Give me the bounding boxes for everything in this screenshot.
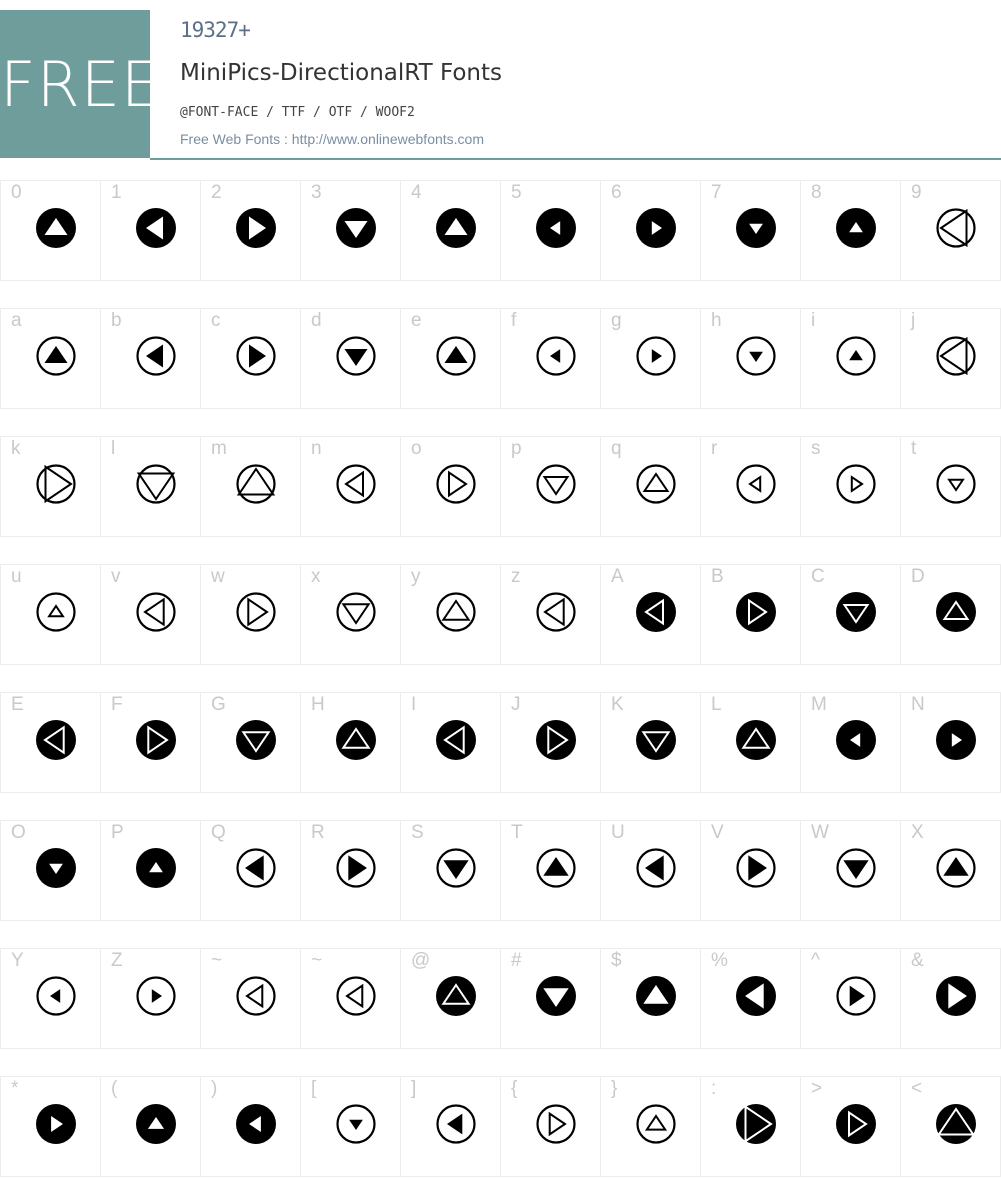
- glyph-char-label: G: [211, 694, 226, 715]
- glyph-char-label: B: [711, 566, 724, 587]
- free-badge-text: FREE: [0, 48, 162, 121]
- ring-left-big-icon: [635, 847, 677, 889]
- disc-outline-up-wide-icon: [735, 719, 777, 761]
- glyph-cell[interactable]: [900, 1076, 1001, 1177]
- font-count: 19327+: [180, 18, 250, 42]
- outline-up-wide-icon: [435, 591, 477, 633]
- ring-up-big-icon: [935, 847, 977, 889]
- glyph-row: [0, 948, 1001, 1049]
- ring-up-small-icon: [835, 335, 877, 377]
- glyph-char-label: A: [611, 566, 624, 587]
- solid-up-icon: [35, 207, 77, 249]
- glyph-cell[interactable]: [400, 948, 500, 1049]
- glyph-char-label: #: [511, 950, 522, 971]
- disc-white-right-big-icon: [935, 975, 977, 1017]
- glyph-char-label: u: [11, 566, 22, 587]
- solid-down-small-icon: [735, 207, 777, 249]
- page-header: [0, 0, 1001, 160]
- glyph-cell[interactable]: [500, 948, 600, 1049]
- glyph-char-label: I: [411, 694, 417, 715]
- solid-left-icon: [135, 207, 177, 249]
- glyph-char-label: p: [511, 438, 522, 459]
- glyph-char-label: {: [511, 1078, 518, 1099]
- glyph-cell[interactable]: [600, 436, 700, 537]
- ring-right-big-icon: [735, 847, 777, 889]
- page-title: MiniPics-DirectionalRT Fonts: [180, 60, 502, 86]
- glyph-cell[interactable]: [900, 308, 1001, 409]
- ring-left-small-icon: [535, 335, 577, 377]
- glyph-cell[interactable]: [100, 308, 200, 409]
- glyph-cell[interactable]: [600, 180, 700, 281]
- site-credit-link[interactable]: Free Web Fonts : http://www.onlinewebfonts.com: [180, 131, 484, 147]
- glyph-cell[interactable]: [300, 436, 400, 537]
- ring-outline-left-narrow-icon: [235, 975, 277, 1017]
- outline-up-large-icon: [235, 463, 277, 505]
- outline-right-small-icon: [835, 463, 877, 505]
- outline-left-narrow-icon: [135, 591, 177, 633]
- glyph-cell[interactable]: [400, 564, 500, 665]
- glyph-char-label: 6: [611, 182, 622, 203]
- ring-left-icon: [135, 335, 177, 377]
- glyph-char-label: S: [411, 822, 424, 843]
- disc-outline-right-narrow-icon: [135, 719, 177, 761]
- outline-left-narrow-icon: [535, 591, 577, 633]
- outline-left-small-icon: [735, 463, 777, 505]
- glyph-row: [0, 820, 1001, 921]
- glyph-char-label: z: [511, 566, 521, 587]
- glyph-char-label: t: [911, 438, 917, 459]
- glyph-cell[interactable]: [300, 948, 400, 1049]
- glyph-cell[interactable]: [300, 564, 400, 665]
- glyph-char-label: [: [311, 1078, 317, 1099]
- glyph-row: [0, 564, 1001, 665]
- glyph-char-label: f: [511, 310, 517, 331]
- glyph-char-label: W: [811, 822, 829, 843]
- glyph-cell[interactable]: [800, 1076, 900, 1177]
- glyph-char-label: X: [911, 822, 924, 843]
- solid-up-icon: [435, 207, 477, 249]
- glyph-cell[interactable]: [100, 564, 200, 665]
- glyph-cell[interactable]: [900, 948, 1001, 1049]
- glyph-char-label: (: [111, 1078, 118, 1099]
- ring-left-small-icon: [35, 975, 77, 1017]
- glyph-char-label: <: [911, 1078, 923, 1099]
- glyph-row: [0, 308, 1001, 409]
- glyph-char-label: m: [211, 438, 227, 459]
- solid-up-small-icon: [835, 207, 877, 249]
- glyph-cell[interactable]: [800, 180, 900, 281]
- solid-right-small-icon: [935, 719, 977, 761]
- glyph-cell[interactable]: [500, 820, 600, 921]
- glyph-char-label: %: [711, 950, 728, 971]
- glyph-row: [0, 180, 1001, 281]
- glyph-cell[interactable]: [500, 436, 600, 537]
- glyph-char-label: v: [111, 566, 121, 587]
- glyph-cell[interactable]: [500, 180, 600, 281]
- glyph-char-label: }: [611, 1078, 618, 1099]
- glyph-cell[interactable]: [900, 564, 1001, 665]
- ring-up-icon: [35, 335, 77, 377]
- solid-right-small-icon: [635, 207, 677, 249]
- disc-outline-right-icon: [835, 1103, 877, 1145]
- ring-right-icon: [235, 335, 277, 377]
- glyph-cell[interactable]: [100, 948, 200, 1049]
- disc-outline-down-wide-icon: [235, 719, 277, 761]
- glyph-cell[interactable]: [200, 180, 300, 281]
- ring-left-big-icon: [235, 847, 277, 889]
- glyph-cell[interactable]: [600, 308, 700, 409]
- glyph-char-label: V: [711, 822, 724, 843]
- glyph-char-label: @: [411, 950, 431, 971]
- disc-outline-up-big-icon: [435, 975, 477, 1017]
- ring-outline-left-narrow-icon: [335, 975, 377, 1017]
- glyph-cell[interactable]: [700, 692, 800, 793]
- glyph-char-label: b: [111, 310, 122, 331]
- glyph-cell[interactable]: [400, 1076, 500, 1177]
- disc-white-left-big-icon: [735, 975, 777, 1017]
- format-list: @FONT-FACE / TTF / OTF / WOOF2: [180, 105, 415, 120]
- disc-white-right-icon: [35, 1103, 77, 1145]
- glyph-char-label: 8: [811, 182, 822, 203]
- glyph-char-label: 4: [411, 182, 422, 203]
- glyph-cell[interactable]: [700, 948, 800, 1049]
- disc-white-up-icon: [135, 1103, 177, 1145]
- glyph-row: [0, 436, 1001, 537]
- glyph-char-label: 3: [311, 182, 322, 203]
- glyph-char-label: 2: [211, 182, 222, 203]
- glyph-char-label: Y: [11, 950, 24, 971]
- glyph-cell[interactable]: [0, 820, 100, 921]
- glyph-cell[interactable]: [400, 308, 500, 409]
- outline-down-small-icon: [935, 463, 977, 505]
- glyph-char-label: *: [11, 1078, 19, 1099]
- glyph-char-label: j: [911, 310, 916, 331]
- ring-right-small-icon: [635, 335, 677, 377]
- glyph-char-label: Q: [211, 822, 226, 843]
- glyph-char-label: g: [611, 310, 622, 331]
- glyph-cell[interactable]: [500, 564, 600, 665]
- glyph-cell[interactable]: [800, 564, 900, 665]
- glyph-char-label: O: [11, 822, 26, 843]
- glyph-char-label: 1: [111, 182, 122, 203]
- glyph-cell[interactable]: [800, 436, 900, 537]
- glyph-cell[interactable]: [200, 692, 300, 793]
- glyph-row: [0, 692, 1001, 793]
- glyph-char-label: c: [211, 310, 221, 331]
- ring-up-big-icon: [535, 847, 577, 889]
- glyph-cell[interactable]: [900, 692, 1001, 793]
- glyph-cell[interactable]: [600, 692, 700, 793]
- glyph-cell[interactable]: [300, 308, 400, 409]
- glyph-char-label: C: [811, 566, 825, 587]
- outline-up-icon: [635, 463, 677, 505]
- disc-outline-up-wide-icon: [335, 719, 377, 761]
- glyph-char-label: q: [611, 438, 622, 459]
- glyph-cell[interactable]: [500, 1076, 600, 1177]
- glyph-cell[interactable]: [700, 564, 800, 665]
- glyph-char-label: h: [711, 310, 722, 331]
- disc-outline-up-large-icon: [935, 1103, 977, 1145]
- glyph-char-label: D: [911, 566, 925, 587]
- glyph-char-label: ~: [211, 950, 223, 971]
- outline-right-narrow-icon: [235, 591, 277, 633]
- glyph-char-label: d: [311, 310, 322, 331]
- glyph-char-label: P: [111, 822, 124, 843]
- glyph-cell[interactable]: [0, 948, 100, 1049]
- ring-right-small-icon: [135, 975, 177, 1017]
- glyph-cell[interactable]: [400, 820, 500, 921]
- ring-outline-up-wide-icon: [635, 1103, 677, 1145]
- glyph-cell[interactable]: [0, 692, 100, 793]
- glyph-cell[interactable]: [800, 308, 900, 409]
- glyph-char-label: o: [411, 438, 422, 459]
- glyph-cell[interactable]: [500, 308, 600, 409]
- glyph-cell[interactable]: [0, 436, 100, 537]
- ring-down-big-icon: [435, 847, 477, 889]
- glyph-cell[interactable]: [200, 564, 300, 665]
- ring-down-small-icon: [335, 1103, 377, 1145]
- glyph-cell[interactable]: [700, 820, 800, 921]
- disc-outline-right-icon: [735, 591, 777, 633]
- glyph-cell[interactable]: [300, 1076, 400, 1177]
- glyph-cell[interactable]: [900, 180, 1001, 281]
- glyph-char-label: y: [411, 566, 421, 587]
- glyph-cell[interactable]: [200, 820, 300, 921]
- glyph-cell[interactable]: [100, 436, 200, 537]
- glyph-cell[interactable]: [600, 820, 700, 921]
- glyph-cell[interactable]: [0, 1076, 100, 1177]
- glyph-char-label: i: [811, 310, 816, 331]
- outline-right-large-icon: [35, 463, 77, 505]
- glyph-char-label: n: [311, 438, 322, 459]
- outline-left-icon: [335, 463, 377, 505]
- glyph-char-label: F: [111, 694, 123, 715]
- glyph-cell[interactable]: [200, 1076, 300, 1177]
- glyph-char-label: >: [811, 1078, 823, 1099]
- glyph-char-label: a: [11, 310, 22, 331]
- ring-up-icon: [435, 335, 477, 377]
- glyph-char-label: L: [711, 694, 722, 715]
- outline-right-icon: [435, 463, 477, 505]
- disc-white-down-big-icon: [535, 975, 577, 1017]
- ring-solid-right-narrow-icon: [835, 975, 877, 1017]
- ring-right-big-icon: [335, 847, 377, 889]
- outline-left-large-icon: [935, 207, 977, 249]
- glyph-char-label: w: [211, 566, 225, 587]
- glyph-cell[interactable]: [0, 308, 100, 409]
- glyph-char-label: Z: [111, 950, 123, 971]
- ring-down-icon: [335, 335, 377, 377]
- disc-white-left-icon: [235, 1103, 277, 1145]
- glyph-char-label: H: [311, 694, 325, 715]
- free-badge[interactable]: [0, 10, 162, 158]
- glyph-cell[interactable]: [700, 1076, 800, 1177]
- disc-outline-right-narrow-icon: [535, 719, 577, 761]
- glyph-char-label: T: [511, 822, 523, 843]
- glyph-cell[interactable]: [100, 820, 200, 921]
- header-divider: [150, 158, 1001, 160]
- solid-down-small-icon: [35, 847, 77, 889]
- glyph-cell[interactable]: [100, 180, 200, 281]
- glyph-char-label: ): [211, 1078, 218, 1099]
- glyph-char-label: r: [711, 438, 718, 459]
- glyph-cell[interactable]: [300, 180, 400, 281]
- outline-up-small-icon: [35, 591, 77, 633]
- disc-outline-down-icon: [835, 591, 877, 633]
- glyph-char-label: ^: [811, 950, 820, 971]
- glyph-row: [0, 1076, 1001, 1177]
- ring-solid-left-narrow-icon: [435, 1103, 477, 1145]
- glyph-cell[interactable]: [0, 564, 100, 665]
- glyph-char-label: x: [311, 566, 321, 587]
- glyph-cell[interactable]: [900, 820, 1001, 921]
- glyph-cell[interactable]: [900, 436, 1001, 537]
- glyph-char-label: ]: [411, 1078, 417, 1099]
- glyph-cell[interactable]: [700, 308, 800, 409]
- glyph-char-label: E: [11, 694, 24, 715]
- glyph-char-label: R: [311, 822, 325, 843]
- solid-left-small-icon: [535, 207, 577, 249]
- glyph-cell[interactable]: [300, 820, 400, 921]
- solid-left-small-icon: [835, 719, 877, 761]
- outline-down-wide-icon: [335, 591, 377, 633]
- glyph-char-label: l: [111, 438, 116, 459]
- glyph-char-label: k: [11, 438, 21, 459]
- glyph-cell[interactable]: [800, 820, 900, 921]
- glyph-cell[interactable]: [800, 948, 900, 1049]
- glyph-cell[interactable]: [500, 692, 600, 793]
- glyph-char-label: K: [611, 694, 624, 715]
- glyph-cell[interactable]: [400, 180, 500, 281]
- glyph-char-label: M: [811, 694, 827, 715]
- disc-outline-left-icon: [635, 591, 677, 633]
- disc-outline-up-icon: [935, 591, 977, 633]
- glyph-cell[interactable]: [600, 564, 700, 665]
- glyph-cell[interactable]: [400, 692, 500, 793]
- glyph-char-label: $: [611, 950, 622, 971]
- ring-down-small-icon: [735, 335, 777, 377]
- ring-down-big-icon: [835, 847, 877, 889]
- glyph-cell[interactable]: [200, 948, 300, 1049]
- glyph-cell[interactable]: [100, 1076, 200, 1177]
- disc-outline-right-large-icon: [735, 1103, 777, 1145]
- glyph-char-label: &: [911, 950, 924, 971]
- glyph-char-label: J: [511, 694, 521, 715]
- glyph-char-label: e: [411, 310, 422, 331]
- glyph-char-label: 5: [511, 182, 522, 203]
- glyph-char-label: N: [911, 694, 925, 715]
- glyph-char-label: U: [611, 822, 625, 843]
- outline-down-icon: [535, 463, 577, 505]
- disc-outline-left-narrow-icon: [35, 719, 77, 761]
- solid-right-icon: [235, 207, 277, 249]
- disc-outline-left-narrow-icon: [435, 719, 477, 761]
- glyph-char-label: 9: [911, 182, 922, 203]
- glyph-cell[interactable]: [200, 308, 300, 409]
- glyph-cell[interactable]: [800, 692, 900, 793]
- glyph-cell[interactable]: [700, 436, 800, 537]
- disc-outline-down-wide-icon: [635, 719, 677, 761]
- glyph-cell[interactable]: [600, 1076, 700, 1177]
- glyph-cell[interactable]: [200, 436, 300, 537]
- glyph-cell[interactable]: [700, 180, 800, 281]
- solid-up-small-icon: [135, 847, 177, 889]
- glyph-char-label: s: [811, 438, 821, 459]
- glyph-char-label: 0: [11, 182, 22, 203]
- glyph-char-label: ~: [311, 950, 323, 971]
- glyph-char-label: 7: [711, 182, 722, 203]
- outline-left-large-icon: [935, 335, 977, 377]
- ring-outline-right-narrow-icon: [535, 1103, 577, 1145]
- glyph-cell[interactable]: [100, 692, 200, 793]
- glyph-cell[interactable]: [300, 692, 400, 793]
- glyph-char-label: :: [711, 1078, 717, 1099]
- outline-down-large-icon: [135, 463, 177, 505]
- glyph-cell[interactable]: [0, 180, 100, 281]
- solid-down-icon: [335, 207, 377, 249]
- glyph-cell[interactable]: [400, 436, 500, 537]
- disc-white-up-big-icon: [635, 975, 677, 1017]
- glyph-cell[interactable]: [600, 948, 700, 1049]
